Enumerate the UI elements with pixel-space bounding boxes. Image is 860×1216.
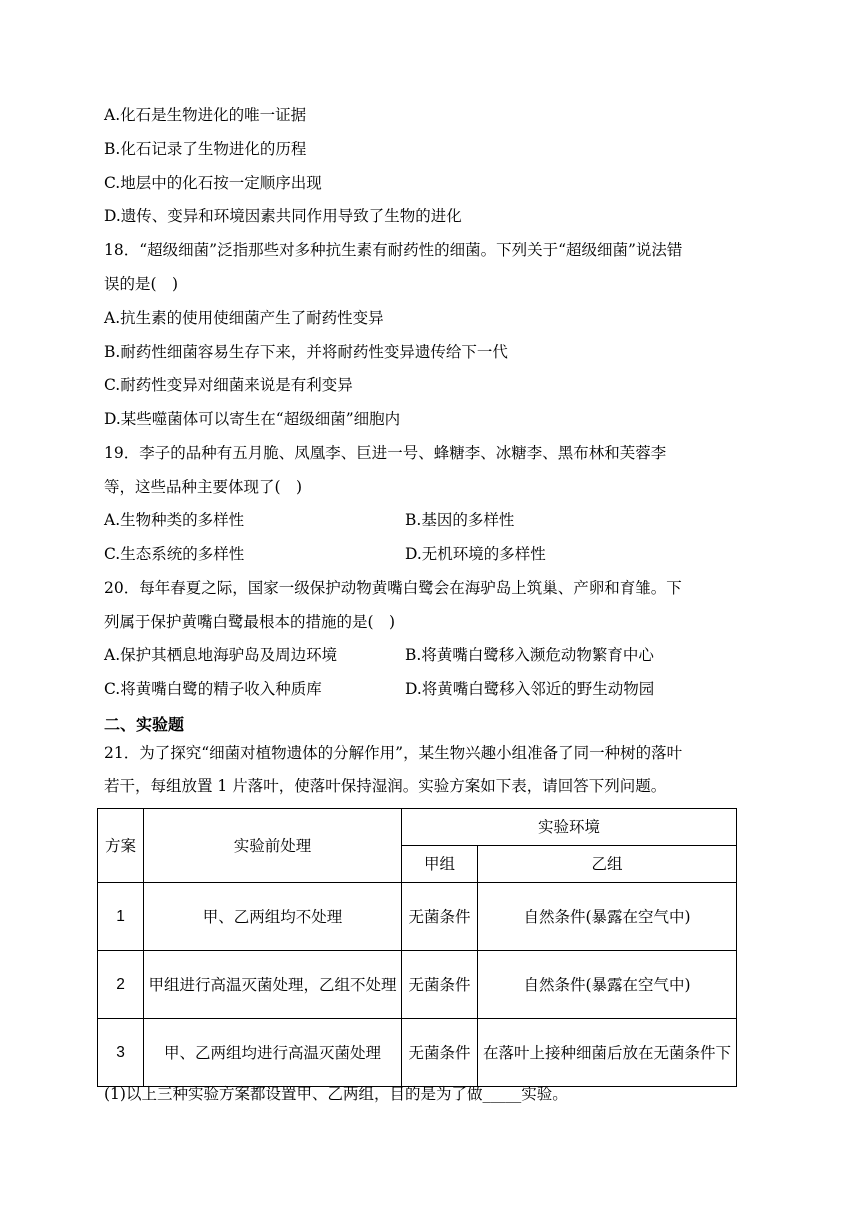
- q19-stem-line1: 19．李子的品种有五月脆、凤凰李、巨进一号、蜂糖李、冰糖李、黑布林和芙蓉李: [104, 444, 667, 462]
- table-row: [98, 883, 737, 951]
- header-group-jia: 甲组: [402, 846, 478, 883]
- row-group-jia: 无菌条件: [402, 1019, 478, 1087]
- q21-stem-line1: 21．为了探究“细菌对植物遗体的分解作用”，某生物兴趣小组准备了同一种树的落叶: [104, 744, 683, 762]
- experiment-table: [97, 808, 737, 1087]
- q18-option-d: D.某些噬菌体可以寄生在“超级细菌”细胞内: [104, 410, 401, 428]
- header-environment: 实验环境: [402, 809, 737, 846]
- row-pretreatment: 甲组进行高温灭菌处理，乙组不处理: [144, 951, 402, 1019]
- row-group-jia: 无菌条件: [402, 951, 478, 1019]
- q19-option-c: C.生态系统的多样性: [104, 545, 245, 563]
- section-heading: 二、实验题: [104, 715, 185, 734]
- header-pretreatment: 实验前处理: [144, 809, 402, 883]
- q20-option-c: C.将黄嘴白鹭的精子收入种质库: [104, 680, 322, 698]
- row-group-jia: 无菌条件: [402, 883, 478, 951]
- q18-option-b: B.耐药性细菌容易生存下来，并将耐药性变异遗传给下一代: [104, 343, 508, 361]
- q19-option-d: D.无机环境的多样性: [405, 545, 546, 563]
- row-number: 3: [98, 1019, 144, 1087]
- row-group-yi: 自然条件(暴露在空气中): [478, 883, 737, 951]
- row-group-yi: 自然条件(暴露在空气中): [478, 951, 737, 1019]
- q20-option-b: B.将黄嘴白鹭移入濒危动物繁育中心: [405, 646, 654, 664]
- q20-stem-line2: 列属于保护黄嘴白鹭最根本的措施的是( ): [104, 613, 396, 631]
- q21-stem-line2: 若干，每组放置 1 片落叶，使落叶保持湿润。实验方案如下表，请回答下列问题。: [104, 777, 667, 795]
- q21-sub-question-1: (1)以上三种实验方案都设置甲、乙两组，目的是为了做_____实验。: [104, 1085, 568, 1103]
- table-row: [98, 1019, 737, 1087]
- q17-option-c: C.地层中的化石按一定顺序出现: [104, 174, 322, 192]
- q20-option-a: A.保护其栖息地海驴岛及周边环境: [104, 646, 338, 664]
- q20-stem-line1: 20．每年春夏之际，国家一级保护动物黄嘴白鹭会在海驴岛上筑巢、产卵和育雏。下: [104, 579, 682, 597]
- q17-option-d: D.遗传、变异和环境因素共同作用导致了生物的进化: [104, 207, 462, 225]
- row-pretreatment: 甲、乙两组均进行高温灭菌处理: [144, 1019, 402, 1087]
- q17-option-b: B.化石记录了生物进化的历程: [104, 140, 307, 158]
- q17-option-a: A.化石是生物进化的唯一证据: [104, 106, 307, 124]
- table-row: [98, 951, 737, 1019]
- q19-option-b: B.基因的多样性: [405, 511, 515, 529]
- q18-stem-line2: 误的是( ): [104, 275, 179, 293]
- q19-option-a: A.生物种类的多样性: [104, 511, 245, 529]
- q20-option-d: D.将黄嘴白鹭移入邻近的野生动物园: [405, 680, 655, 698]
- q18-option-c: C.耐药性变异对细菌来说是有利变异: [104, 376, 353, 394]
- row-number: 2: [98, 951, 144, 1019]
- header-group-yi: 乙组: [478, 846, 737, 883]
- q18-stem-line1: 18．“超级细菌”泛指那些对多种抗生素有耐药性的细菌。下列关于“超级细菌”说法错: [104, 241, 683, 259]
- q19-stem-line2: 等，这些品种主要体现了( ): [104, 478, 303, 496]
- header-scheme: 方案: [98, 809, 144, 883]
- q18-option-a: A.抗生素的使用使细菌产生了耐药性变异: [104, 309, 384, 327]
- row-number: 1: [98, 883, 144, 951]
- row-pretreatment: 甲、乙两组均不处理: [144, 883, 402, 951]
- row-group-yi: 在落叶上接种细菌后放在无菌条件下: [478, 1019, 737, 1087]
